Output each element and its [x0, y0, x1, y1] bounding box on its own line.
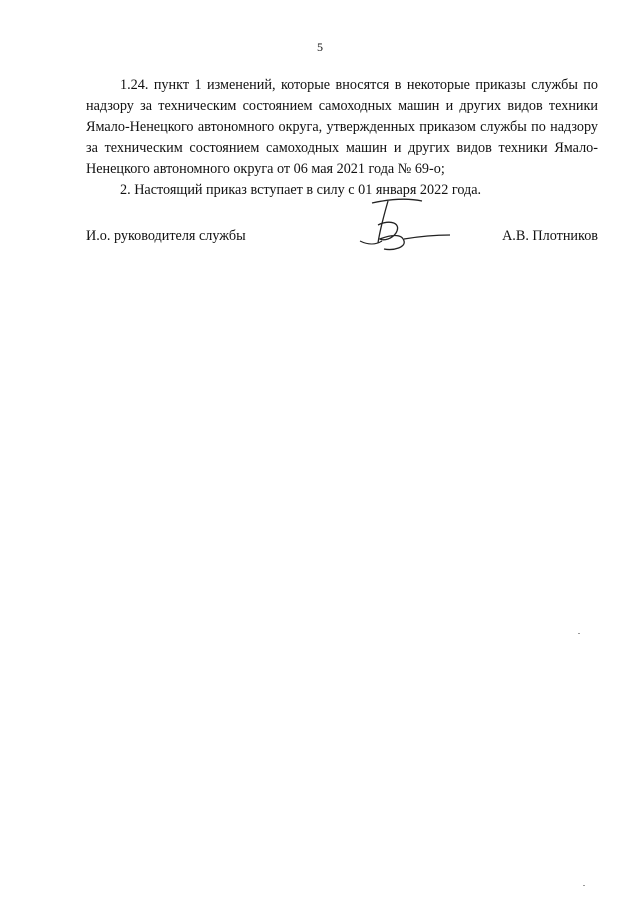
signature-row — [86, 228, 598, 252]
paragraph-2: 2. Настоящий приказ вступает в силу с 01 января 2022 года. — [120, 182, 482, 198]
scan-speck — [583, 885, 585, 886]
document-body — [86, 75, 598, 201]
signatory-name: А.В. Плотников — [502, 228, 598, 244]
handwritten-signature — [350, 195, 460, 255]
signatory-title: И.о. руководителя службы — [86, 228, 246, 244]
page-number: 5 — [317, 40, 323, 54]
paragraph-1-24: 1.24. пункт 1 изменений, которые вносятся в некоторые приказы службы по надзору за техническим состоянием самоходных машин и других видов техники Ямало-Ненецкого автономного округа, утвержденных приказом службы по надзору за техническим состоянием самоходных машин и других видов техники Ямало-Ненецкого автономного округа от 06 мая 2021 года № 69-о; — [86, 77, 598, 177]
scan-speck — [578, 633, 580, 634]
